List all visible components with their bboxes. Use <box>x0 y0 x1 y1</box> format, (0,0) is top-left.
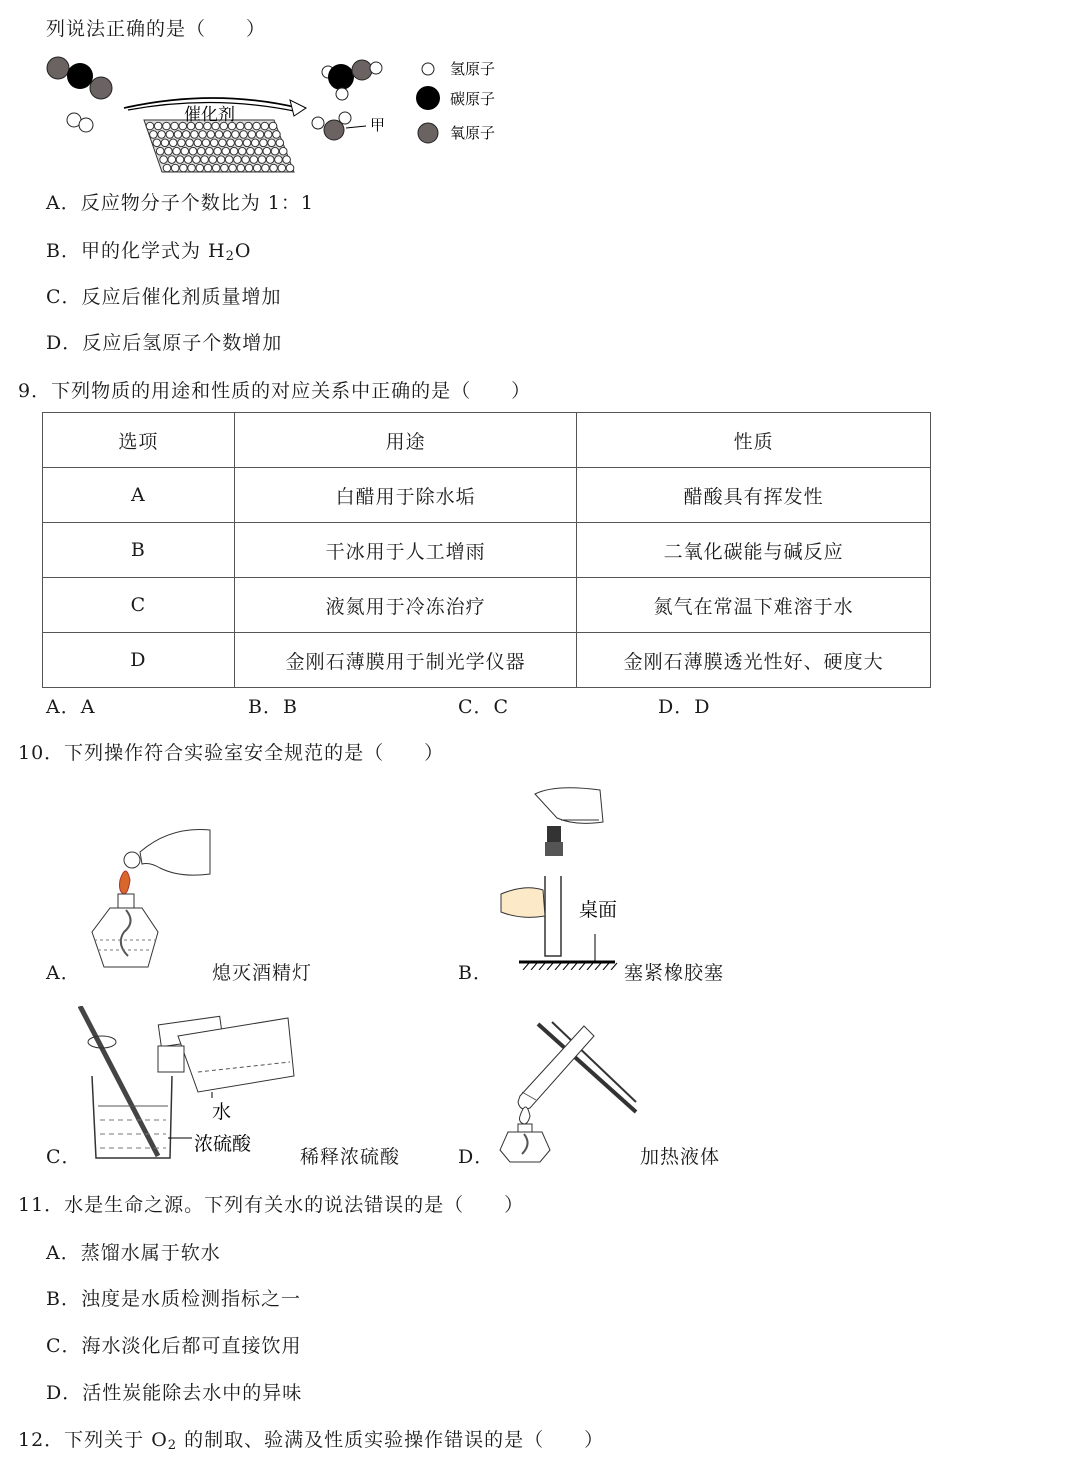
catalyst-bead <box>171 122 179 130</box>
catalyst-bead <box>225 156 233 164</box>
catalyst-bead <box>242 156 250 164</box>
catalyst-bead <box>176 156 184 164</box>
option-text: 反应后氢原子个数增加 <box>82 332 283 354</box>
test-tube-stopper-figure <box>495 784 625 970</box>
catalyst-bead <box>178 139 186 147</box>
subscript: 2 <box>167 1438 178 1453</box>
product-label: 甲 <box>370 116 386 134</box>
catalyst-bead <box>168 156 176 164</box>
catalyst-bead <box>207 131 215 139</box>
q10-option-c-letter[interactable]: C． <box>46 1146 82 1168</box>
legend-hydrogen: 氢原子 <box>450 60 496 78</box>
table-cell: 二氧化碳能与碱反应 <box>577 523 931 578</box>
catalyst-bead <box>209 156 217 164</box>
option-text: 海水淡化后都可直接饮用 <box>81 1335 302 1357</box>
q11-option-b[interactable] <box>46 1284 301 1311</box>
table-cell: B <box>43 523 235 578</box>
catalyst-bead <box>219 139 227 147</box>
q12-stem-text: 12．下列关于 O <box>18 1429 168 1451</box>
catalyst-bead <box>253 122 261 130</box>
catalyst-bead <box>243 139 251 147</box>
table-cell: 金刚石薄膜用于制光学仪器 <box>234 633 577 688</box>
catalyst-bead <box>227 139 235 147</box>
catalyst-bead <box>236 122 244 130</box>
q9-stem: 9．下列物质的用途和性质的对应关系中正确的是（ ） <box>18 380 532 402</box>
option-letter: A． <box>46 1242 81 1264</box>
catalyst-bead <box>261 122 269 130</box>
q8-option-d[interactable] <box>46 328 282 355</box>
catalyst-bead <box>163 164 171 172</box>
table-cell: 干冰用于人工增雨 <box>234 523 577 578</box>
catalyst-bead <box>258 156 266 164</box>
table-cell: 白醋用于除水垢 <box>234 468 577 523</box>
table-cell: A <box>43 468 235 523</box>
catalyst-bead <box>245 164 253 172</box>
header-cell: 性质 <box>577 413 931 468</box>
catalyst-bead <box>197 147 205 155</box>
catalyst-bead <box>263 147 271 155</box>
catalyst-bead <box>194 139 202 147</box>
catalyst-bead <box>278 164 286 172</box>
table-row <box>43 633 931 688</box>
catalyst-bead <box>273 131 281 139</box>
q12-stem <box>18 1425 604 1453</box>
catalyst-bead <box>248 131 256 139</box>
q10-option-a-letter[interactable]: A． <box>46 962 81 984</box>
catalyst-bead <box>206 147 214 155</box>
q9-answer-b[interactable]: B．B <box>248 696 298 718</box>
table-hatch <box>555 963 561 970</box>
catalyst-bead <box>212 164 220 172</box>
option-text: 反应后催化剂质量增加 <box>81 286 282 308</box>
catalyst-bead <box>286 164 294 172</box>
table-row <box>43 578 931 633</box>
table-hatch <box>579 963 585 970</box>
catalyst-bead <box>271 147 279 155</box>
catalyst-bead <box>171 164 179 172</box>
table-cell: C <box>43 578 235 633</box>
legend-oxygen: 氧原子 <box>450 124 496 142</box>
catalyst-bead <box>199 131 207 139</box>
catalyst-bead <box>188 164 196 172</box>
catalyst-bead <box>256 131 264 139</box>
table-surface-label: 桌面 <box>579 899 618 921</box>
catalyst-bead <box>174 131 182 139</box>
catalyst-bead <box>165 147 173 155</box>
acid-label: 浓硫酸 <box>194 1133 252 1155</box>
table-hatch <box>531 963 537 970</box>
alcohol-lamp-figure <box>80 822 220 982</box>
catalyst-bead <box>217 156 225 164</box>
catalyst-bead <box>266 156 274 164</box>
option-letter: A． <box>46 192 81 214</box>
catalyst-bead <box>234 156 242 164</box>
q12-stem-tail: 的制取、验满及性质实验操作错误的是（ ） <box>177 1429 605 1451</box>
table-cell: D <box>43 633 235 688</box>
table-row <box>43 468 931 523</box>
option-text: 蒸馏水属于软水 <box>80 1242 221 1264</box>
catalyst-bead <box>253 164 261 172</box>
q8-option-c[interactable] <box>46 282 282 309</box>
table-hatch <box>563 963 569 970</box>
q8-stem-tail: 列说法正确的是（ ） <box>46 18 267 40</box>
catalyst-bead <box>221 164 229 172</box>
q10-option-d-caption: 加热液体 <box>640 1146 721 1168</box>
table-hatch <box>539 963 545 970</box>
catalyst-bead <box>156 147 164 155</box>
catalyst-bead <box>269 122 277 130</box>
catalyst-bead <box>181 147 189 155</box>
catalyst-bead <box>222 147 230 155</box>
catalyst-bead <box>193 156 201 164</box>
catalyst-bead <box>158 131 166 139</box>
catalyst-bead <box>262 164 270 172</box>
q10-option-d-letter[interactable]: D． <box>458 1146 495 1168</box>
header-cell: 用途 <box>234 413 577 468</box>
table-cell: 金刚石薄膜透光性好、硬度大 <box>577 633 931 688</box>
table-cell: 液氮用于冷冻治疗 <box>234 578 577 633</box>
catalyst-bead <box>276 139 284 147</box>
option-text-tail: O <box>234 240 252 262</box>
q9-answer-c[interactable]: C．C <box>458 696 510 718</box>
catalyst-bead <box>166 131 174 139</box>
table-hatch <box>595 963 601 970</box>
catalyst-bead <box>196 164 204 172</box>
catalyst-bead <box>201 156 209 164</box>
catalyst-bead <box>229 164 237 172</box>
water-label: 水 <box>212 1101 232 1123</box>
q9-answer-a[interactable]: A．A <box>46 696 96 718</box>
catalyst-bead <box>160 156 168 164</box>
catalyst-bead <box>283 156 291 164</box>
table-hatch <box>611 963 617 970</box>
q8-reaction-diagram <box>44 50 514 180</box>
catalyst-bead <box>255 147 263 155</box>
catalyst-bead <box>150 131 158 139</box>
q10-option-a-caption: 熄灭酒精灯 <box>212 962 313 984</box>
catalyst-bead <box>186 139 194 147</box>
q11-option-c[interactable] <box>46 1331 302 1358</box>
q10-option-b-caption: 塞紧橡胶塞 <box>624 962 725 984</box>
catalyst-bead <box>173 147 181 155</box>
q10-stem: 10．下列操作符合实验室安全规范的是（ ） <box>18 742 445 764</box>
q11-stem: 11．水是生命之源。下列有关水的说法错误的是（ ） <box>18 1194 525 1216</box>
catalyst-bead <box>235 139 243 147</box>
q10-option-c-caption: 稀释浓硫酸 <box>300 1146 401 1168</box>
catalyst-bead <box>169 139 177 147</box>
option-text: 甲的化学式为 H <box>80 240 226 262</box>
catalyst-bead <box>247 147 255 155</box>
catalyst-label: 催化剂 <box>184 105 235 125</box>
catalyst-bead <box>270 164 278 172</box>
option-text: 活性炭能除去水中的异味 <box>82 1382 303 1404</box>
table-hatch <box>523 963 529 970</box>
catalyst-bead <box>204 164 212 172</box>
q9-table <box>42 412 931 688</box>
q11-option-d[interactable] <box>46 1378 302 1405</box>
subscript: 2 <box>225 249 235 264</box>
catalyst-bead <box>232 131 240 139</box>
dilute-acid-figure <box>78 1006 308 1166</box>
catalyst-bead <box>202 139 210 147</box>
option-letter: B． <box>46 1288 81 1310</box>
table-hatch <box>571 963 577 970</box>
catalyst-bead <box>251 139 259 147</box>
catalyst-bead <box>237 164 245 172</box>
table-header-row <box>43 413 931 468</box>
table-hatch <box>547 963 553 970</box>
catalyst-bead <box>238 147 246 155</box>
option-letter: C． <box>46 1335 82 1357</box>
catalyst-bead <box>154 122 162 130</box>
option-letter: D． <box>46 1382 83 1404</box>
catalyst-bead <box>184 156 192 164</box>
option-letter: D． <box>46 332 83 354</box>
table-hatch <box>587 963 593 970</box>
catalyst-bead <box>264 131 272 139</box>
catalyst-bead <box>245 122 253 130</box>
catalyst-bead <box>191 131 199 139</box>
table-cell: 醋酸具有挥发性 <box>577 468 931 523</box>
catalyst-bead <box>182 131 190 139</box>
header-cell: 选项 <box>43 413 235 468</box>
option-letter: C． <box>46 286 82 308</box>
table-cell: 氮气在常温下难溶于水 <box>577 578 931 633</box>
catalyst-bead <box>146 122 154 130</box>
catalyst-bead <box>214 147 222 155</box>
q11-option-a[interactable] <box>46 1238 221 1265</box>
q10-option-b-letter[interactable]: B． <box>458 962 493 984</box>
q9-answer-d[interactable]: D．D <box>658 696 711 718</box>
option-letter: B． <box>46 240 81 262</box>
catalyst-bead <box>163 122 171 130</box>
catalyst-bead <box>180 164 188 172</box>
q8-option-a[interactable] <box>46 188 314 215</box>
catalyst-bead <box>279 147 287 155</box>
catalyst-bead <box>153 139 161 147</box>
catalyst-bead <box>215 131 223 139</box>
q8-option-b[interactable] <box>46 236 251 264</box>
catalyst-bead <box>223 131 231 139</box>
table-hatch <box>603 963 609 970</box>
catalyst-bead <box>260 139 268 147</box>
option-text: 反应物分子个数比为 1：1 <box>80 192 314 214</box>
catalyst-bead <box>240 131 248 139</box>
catalyst-bead <box>161 139 169 147</box>
catalyst-bead <box>189 147 197 155</box>
catalyst-bead <box>250 156 258 164</box>
catalyst-bead <box>230 147 238 155</box>
table-row <box>43 523 931 578</box>
catalyst-bead <box>268 139 276 147</box>
catalyst-bead <box>210 139 218 147</box>
option-text: 浊度是水质检测指标之一 <box>80 1288 301 1310</box>
heat-liquid-figure <box>496 1016 646 1166</box>
legend-carbon: 碳原子 <box>450 90 496 108</box>
catalyst-bead <box>275 156 283 164</box>
